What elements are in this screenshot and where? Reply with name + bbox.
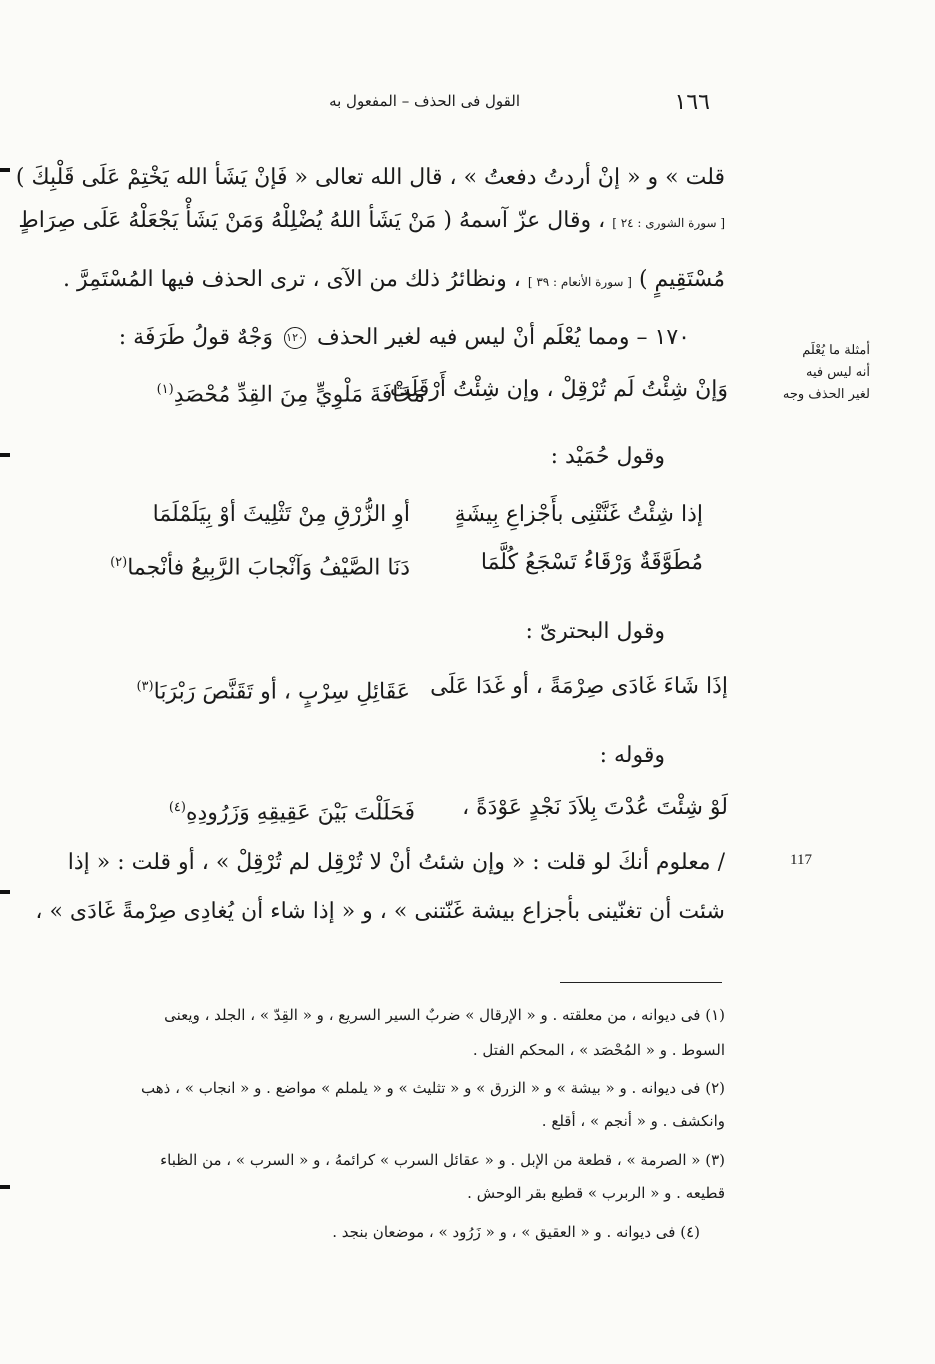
verse-5-right: لَوْ شِئْتَ عُدْتَ بِلاَدَ نَجْدٍ عَوْدَةً ، xyxy=(462,795,728,820)
body-text: ، وقال عزّ آسمهُ ( مَنْ يَشَأ اللهُ يُضْلِلْهُ وَمَنْ يَشَأْ يَجْعَلْهُ عَلَى صِرَاطٍ xyxy=(18,208,606,233)
body-line-1: قلت » و « إنْ أردتُ دفعتُ » ، قال الله تعالى « فَإنْ يَشَأ الله يَخْتِمْ عَلَى قَلْبِكَ ) xyxy=(15,165,725,190)
verse-3-left xyxy=(100,548,410,583)
margin-note-line: لغير الحذف وجه xyxy=(782,387,870,402)
footnote-3-line-1: (٣) « الصرمة » ، قطعة من الإبل . و « عقائل السرب » كرائمهُ ، و « السرب » ، من الظباء xyxy=(160,1151,725,1169)
verse-text: دَنَا الصَّيْفُ وَآنْجابَ الرَّبِيعُ فأنْجما xyxy=(127,555,410,581)
footnote-1-line-2: السوط . و « المُحْصَد » ، المحكم الفتل . xyxy=(472,1041,725,1059)
margin-page-ref: 117 xyxy=(790,852,812,868)
edge-mark xyxy=(0,168,10,172)
intro-qawluhu: وقوله : xyxy=(599,743,665,768)
footnote-2-line-2: وانكشف . و « أنجم » ، أقلع . xyxy=(541,1112,725,1130)
footnote-3-line-2: قطيعه . و « الربرب » قطيع بقر الوحش . xyxy=(467,1184,725,1202)
verse-2-left: أوِ الزُّرْقِ مِنْ تَثْلِيثَ أوْ بِيَلَمْلَمَا xyxy=(152,502,410,527)
footnote-ref: (٣) xyxy=(136,679,154,694)
running-header: القول فى الحذف – المفعول به xyxy=(329,92,520,110)
verse-1-right: وَإنْ شِئْتُ لَم تُرْقِلْ ، وإن شِئْتُ أَرْقَلَتْ xyxy=(389,377,728,402)
body-text: ١٧٠ – ومما يُعْلَم أنْ ليس فيه لغير الحذف xyxy=(317,325,690,350)
body-line-3 xyxy=(63,265,725,297)
verse-3-right: مُطَوَّقَةٌ وَرْقَاءُ تَسْجَعُ كُلَّمَا xyxy=(480,550,703,575)
body-line-last-2: شئت أن تغنّينى بأجزاع بيشة غَنّتنى » ، و « إذا شاء أن يُغادِى صِرْمةً غَادَى » ، xyxy=(35,899,725,924)
footnote-ref: (٢) xyxy=(110,555,128,570)
body-text: ، ونظائرُ ذلك من الآى ، ترى الحذف فيها المُسْتَمِرَّ . xyxy=(63,267,521,292)
footnote-4: (٤) فى ديوانه . و « العقيق » ، و « زَرُود » ، موضعان بنجد . xyxy=(332,1223,700,1241)
edge-mark xyxy=(0,1185,10,1189)
verse-5-left xyxy=(95,793,415,828)
margin-note-line: أنه ليس فيه xyxy=(805,365,870,380)
footnote-1-line-1: (١) فى ديوانه ، من معلقته . و « الإرقال » ضربٌ السير السريع ، و « القِدّ » ، الجلد ، ويعنى xyxy=(164,1006,725,1024)
footnote-ref: (٤) xyxy=(168,800,186,815)
verse-text: فَحَلَلْتَ بَيْنَ عَقِيقِهِ وَزَرُودِهِ xyxy=(185,800,415,826)
intro-hamid: وقول حُمَيْد : xyxy=(550,444,665,469)
verse-1-left xyxy=(95,375,425,410)
body-text: مُسْتَقِيمٍ ) xyxy=(638,267,725,292)
body-line-2 xyxy=(18,206,725,238)
intro-buhturi: وقول البحترىّ : xyxy=(525,619,665,644)
body-text: وَجْهٌ قولُ طَرَفَة : xyxy=(118,325,274,350)
footnote-divider xyxy=(560,982,722,983)
edge-mark xyxy=(0,453,10,457)
body-line-last-1: / معلوم أنكَ لو قلت : « وإن شئتُ أنْ لا تُرْقِل لم تُرْقِلْ » ، أو قلت : « إذا xyxy=(67,850,725,875)
verse-text: مَخَافَةَ مَلْوِيٍّ مِنَ القِدِّ مُحْصَدِ xyxy=(173,382,425,408)
section-number-circle: ١٢٠ xyxy=(284,327,306,349)
verse-4-left xyxy=(100,672,410,707)
edge-mark xyxy=(0,890,10,894)
verse-text: عَقَائِلِ سِرْبٍ ، أو تَقَنَّصَ رَبْرَبَا xyxy=(153,679,410,705)
margin-note-line: أمثلة ما يُعْلَم xyxy=(802,343,870,358)
margin-note xyxy=(745,340,870,406)
quran-ref: [ سورة الشورى : ٢٤ ] xyxy=(612,216,725,230)
verse-2-right: إذا شِئْتُ غَنَّتْنِى بأَجْزاعِ بِيشَةٍ xyxy=(454,502,703,527)
verse-4-right: إذَا شَاءَ غَادَى صِرْمَةً ، أو غَدَا عَلَى xyxy=(430,674,728,699)
footnote-ref: (١) xyxy=(156,382,174,397)
page-number: ١٦٦ xyxy=(674,90,710,115)
section-170-line xyxy=(118,323,690,353)
footnote-2-line-1: (٢) فى ديوانه . و « بيشة » و « الزرق » و « تثليث » و « يلملم » مواضع . و « انجاب » ، ذهب xyxy=(141,1079,725,1097)
quran-ref: [ سورة الأنعام : ٣٩ ] xyxy=(527,275,632,289)
